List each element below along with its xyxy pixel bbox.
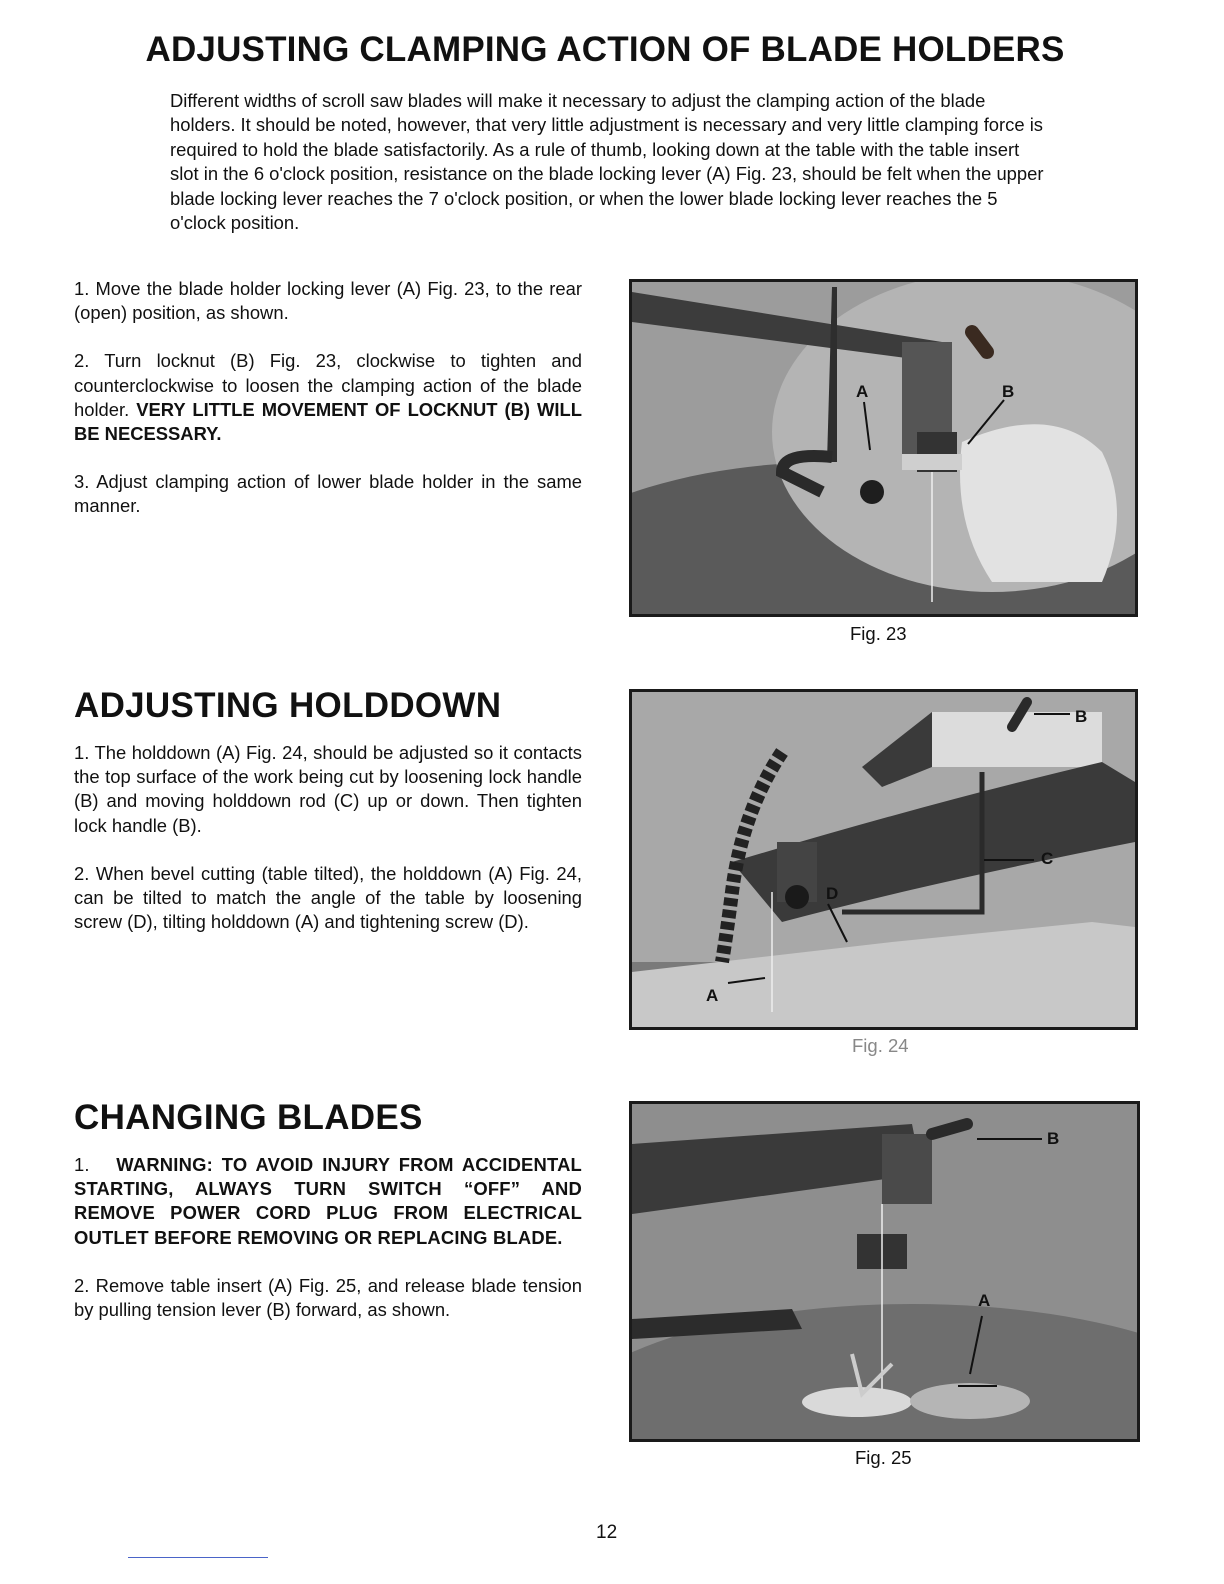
section-holddown-steps [74,741,582,958]
clamping-step-2-warning: VERY LITTLE MOVEMENT OF LOCKNUT (B) WILL BE NECESSARY. [74,398,582,445]
holddown-step-2: 2. When bevel cutting (table tilted), the holddown (A) Fig. 24, can be tilted to match the angle of the table by loosening screw (D), tilting holddown (A) and tightening screw (D). [74,862,582,933]
fig23-label-a: A [856,382,869,401]
clamping-step-2 [74,349,582,446]
changing-blades-step-1-number: 1. [74,1154,90,1175]
fig24-label-c: C [1041,849,1054,868]
section-changing-blades-steps [74,1153,582,1346]
changing-blades-step-1 [74,1153,582,1250]
heading-changing-blades: CHANGING BLADES [74,1098,423,1137]
holddown-step-1: 1. The holddown (A) Fig. 24, should be adjusted so it contacts the top surface of the work being cut by loosening lock handle (B) and moving holddown rod (C) up or down. Then tighten lock handle (B). [74,742,582,836]
changing-blades-step-2: 2. Remove table insert (A) Fig. 25, and release blade tension by pulling tension lever (B) forward, as shown. [74,1274,582,1321]
figure-23-photo [629,279,1138,617]
heading-adjusting-holddown: ADJUSTING HOLDDOWN [74,686,502,725]
figure-23-illustration [632,282,1135,614]
fig24-label-a: A [706,986,719,1005]
figure-25-photo [629,1101,1140,1442]
page-number: 12 [596,1522,618,1543]
section-clamping-steps [74,277,582,543]
footer-rule [128,1557,268,1558]
fig25-label-a: A [978,1291,991,1310]
fig24-label-b: B [1075,707,1088,726]
figure-25-illustration [632,1104,1137,1439]
changing-blades-warning: WARNING: TO AVOID INJURY FROM ACCIDENTAL STARTING, ALWAYS TURN SWITCH “OFF” AND REMOVE POWER CORD PLUG FROM ELECTRICAL OUTLET BEFORE REMOVING OR REPLACING BLADE. [74,1154,582,1248]
figure-25-caption: Fig. 25 [855,1447,912,1468]
page-title: ADJUSTING CLAMPING ACTION OF BLADE HOLDERS [145,30,1065,69]
figure-24-illustration [632,692,1135,1027]
fig24-label-d: D [826,884,839,903]
clamping-step-1: 1. Move the blade holder locking lever (A) Fig. 23, to the rear (open) position, as shown. [74,278,582,324]
intro-paragraph: Different widths of scroll saw blades will make it necessary to adjust the clamping action of the blade holders. It should be noted, however, that very little adjustment is necessary and very little clamping force is required to hold the blade satisfactorily. As a rule of thumb, looking down at the table with the table insert slot in the 6 o'clock position, resistance on the blade locking lever (A) Fig. 23, should be felt when the upper blade locking lever reaches the 7 o'clock position, or when the lower blade locking lever reaches the 5 o'clock position. [170,90,1044,234]
figure-24-caption: Fig. 24 [852,1035,909,1056]
clamping-step-2-text: 2. Turn locknut (B) Fig. 23, clockwise to tighten and counterclockwise to loosen the clamping action of the blade holder. [74,350,582,420]
clamping-step-3: 3. Adjust clamping action of lower blade holder in the same manner. [74,471,582,517]
figure-24-photo [629,689,1138,1030]
fig23-label-b: B [1002,382,1015,401]
figure-23-caption: Fig. 23 [850,623,907,644]
fig25-label-b: B [1047,1129,1060,1148]
